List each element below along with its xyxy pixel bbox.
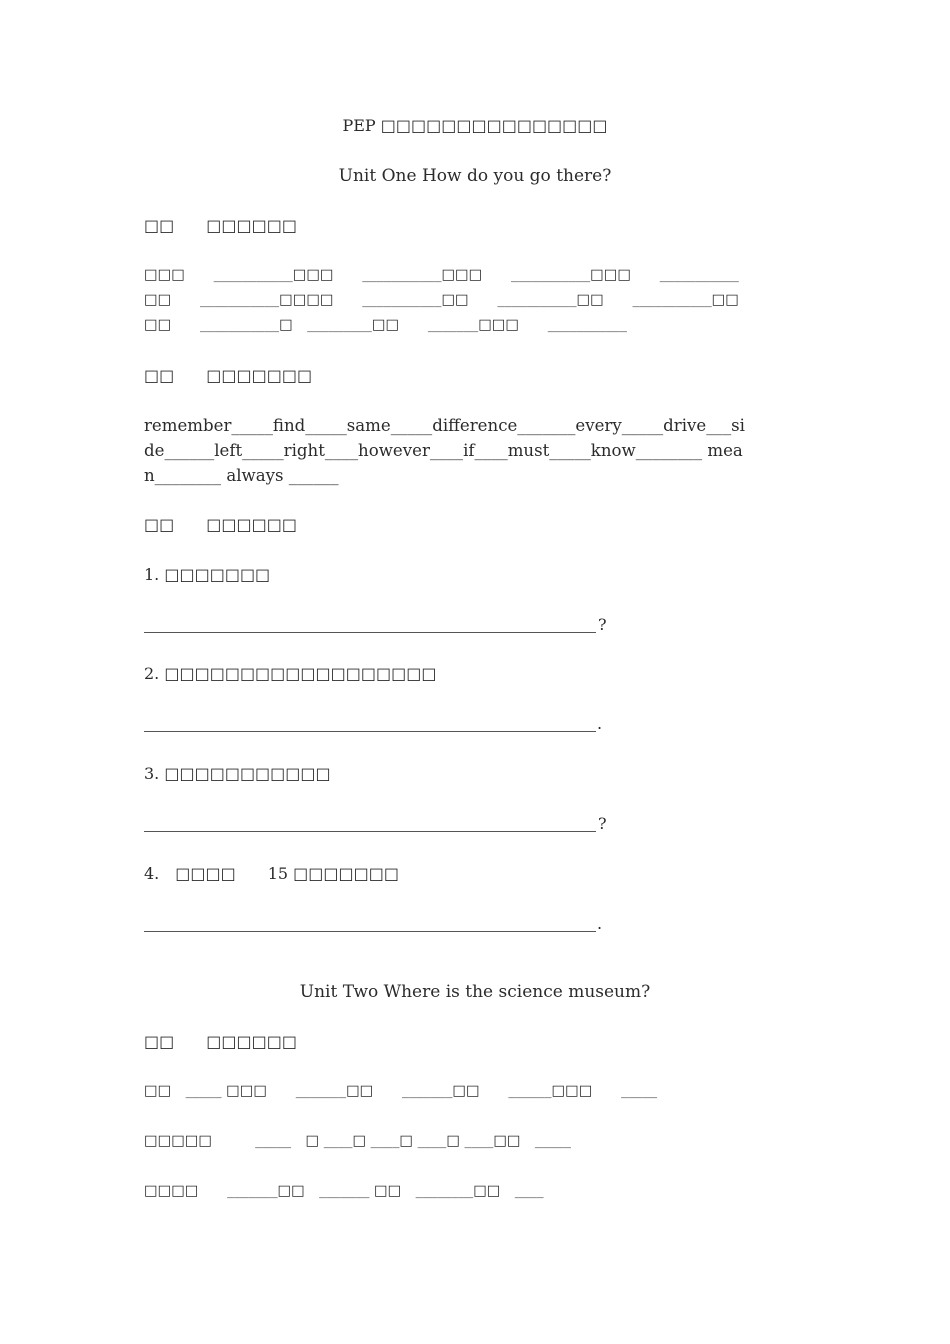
vocab-row: □□□□ _______□□ _______ □□ ________□□ ____ [144, 1183, 544, 1199]
document-title: PEP □□□□□□□□□□□□□□□ [342, 116, 608, 135]
question-item: 2. □□□□□□□□□□□□□□□□□□ [144, 664, 437, 683]
unit-one-section-three-heading: □□ □□□□□□ [144, 515, 297, 534]
vocab-row: □□ _____ □□□ _______□□ _______□□ ______□□□ _____ [144, 1083, 658, 1099]
answer-end-mark: . [597, 914, 603, 933]
answer-line [144, 632, 596, 633]
unit-one-section-two-heading: □□ □□□□□□□ [144, 366, 313, 385]
answer-end-mark: . [597, 714, 603, 733]
vocab-row: □□□ ___________□□□ ___________□□□ ___________□□□ ___________ [144, 267, 739, 283]
vocab-row: □□□□□ _____ □ ____□ ____□ ____□ ____□□ _____ [144, 1133, 571, 1149]
answer-line [144, 931, 596, 932]
answer-end-mark: ? [598, 814, 607, 833]
question-item: 4. □□□□ 15 □□□□□□□ [144, 864, 400, 883]
question-item: 3. □□□□□□□□□□□ [144, 764, 331, 783]
english-word-row: remember_____find_____same_____difference_______every_____drive___si [144, 416, 745, 435]
english-word-row: n________ always ______ [144, 466, 339, 485]
answer-end-mark: ? [598, 615, 607, 634]
answer-line [144, 831, 596, 832]
unit-two-title: Unit Two Where is the science museum? [299, 982, 651, 1002]
unit-one-section-one-heading: □□ □□□□□□ [144, 216, 297, 235]
english-word-row: de______left_____right____however____if____must_____know________ mea [144, 441, 743, 460]
vocab-row: □□ ___________□□□□ ___________□□ ___________□□ ___________□□ [144, 292, 739, 308]
unit-two-section-one-heading: □□ □□□□□□ [144, 1032, 297, 1051]
answer-line [144, 731, 596, 732]
question-item: 1. □□□□□□□ [144, 565, 271, 584]
vocab-row: □□ ___________□ _________□□ _______□□□ ___________ [144, 317, 627, 333]
unit-one-title: Unit One How do you go there? [338, 166, 612, 186]
